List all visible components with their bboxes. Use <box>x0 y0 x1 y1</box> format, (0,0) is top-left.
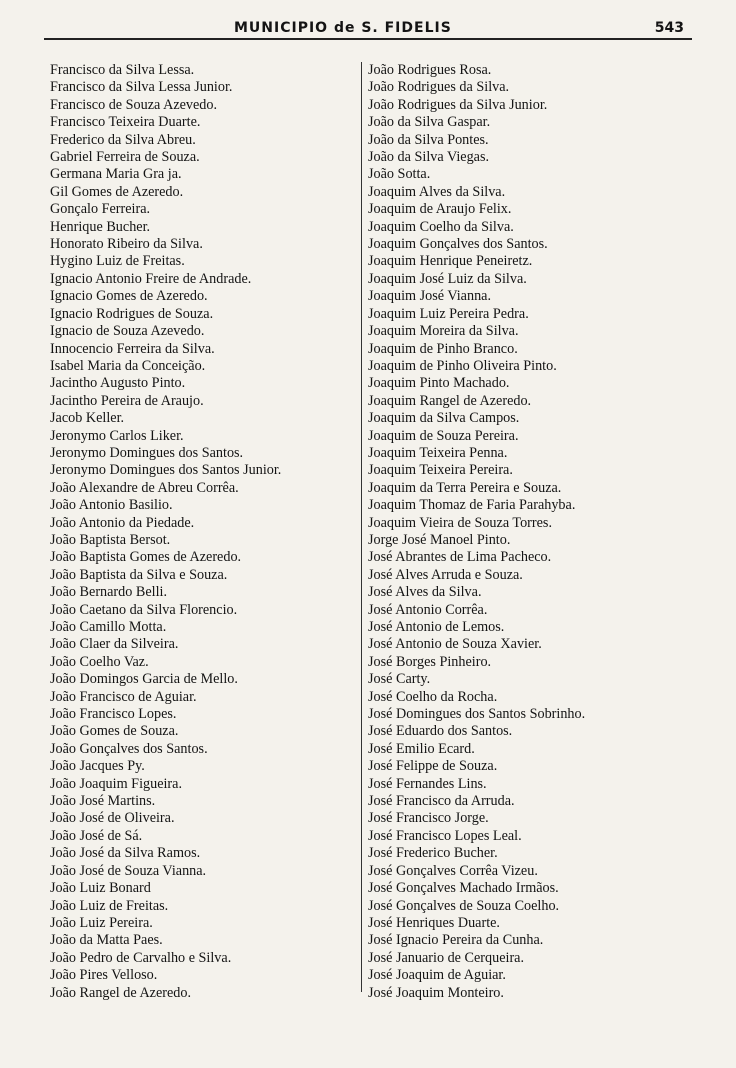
name-entry: João Coelho Vaz. <box>50 653 149 670</box>
name-entry: Joaquim de Pinho Oliveira Pinto. <box>368 357 557 374</box>
name-entry: João Alexandre de Abreu Corrêa. <box>50 479 239 496</box>
name-entry: José Gonçalves de Souza Coelho. <box>368 897 560 914</box>
name-entry: João da Silva Pontes. <box>368 131 489 148</box>
name-entry: Isabel Maria da Conceição. <box>50 357 206 374</box>
name-entry: José Coelho da Rocha. <box>368 688 498 705</box>
name-entry: José Felippe de Souza. <box>368 758 498 775</box>
name-entry: João José de Souza Vianna. <box>50 862 207 879</box>
name-entry: João Joaquim Figueira. <box>50 775 183 792</box>
name-entry: João Bernardo Belli. <box>50 584 168 601</box>
name-entry: João Sotta. <box>368 166 431 183</box>
name-entry: Joaquim Thomaz de Faria Parahyba. <box>368 497 576 514</box>
name-entry: Jeronymo Carlos Liker. <box>50 427 184 444</box>
name-entry: João Rodrigues Rosa. <box>368 62 492 78</box>
name-entry: João Rodrigues da Silva. <box>368 79 510 96</box>
name-entry: João Caetano da Silva Florencio. <box>50 601 238 618</box>
name-entry: Jacintho Pereira de Araujo. <box>50 392 204 409</box>
name-entry: Francisco da Silva Lessa Junior. <box>50 79 233 96</box>
right-name-column <box>368 62 698 1002</box>
name-entry: Joaquim da Silva Campos. <box>368 410 520 427</box>
name-entry: José Januario de Cerqueira. <box>368 949 525 966</box>
name-entry: João José de Sá. <box>50 827 143 844</box>
name-entry: João Pires Velloso. <box>50 967 158 984</box>
name-entry: José Abrantes de Lima Pacheco. <box>368 549 552 566</box>
name-entry: João José Martins. <box>50 793 156 810</box>
name-entry: Joaquim Vieira de Souza Torres. <box>368 514 552 531</box>
name-entry: Ignacio Rodrigues de Souza. <box>50 305 214 322</box>
name-entry: João Baptista Bersot. <box>50 531 171 548</box>
name-entry: João Rangel de Azeredo. <box>50 984 192 1001</box>
name-entry: Gil Gomes de Azeredo. <box>50 183 184 200</box>
name-entry: Joaquim José Luiz da Silva. <box>368 270 527 287</box>
name-entry: Ignacio Gomes de Azeredo. <box>50 288 208 305</box>
name-entry: Gonçalo Ferreira. <box>50 201 151 218</box>
name-entry: Joaquim de Souza Pereira. <box>368 427 519 444</box>
name-entry: Joaquim Coelho da Silva. <box>368 218 514 235</box>
name-entry: João Rodrigues da Silva Junior. <box>368 96 548 113</box>
name-entry: Jeronymo Domingues dos Santos. <box>50 444 244 461</box>
name-entry: José Joaquim de Aguiar. <box>368 967 506 984</box>
name-entry: João Baptista da Silva e Souza. <box>50 566 228 583</box>
name-entry: João Gomes de Souza. <box>50 723 179 740</box>
name-entry: Joaquim Teixeira Penna. <box>368 444 508 461</box>
name-entry: Francisco Teixeira Duarte. <box>50 114 201 131</box>
name-entry: Joaquim Rangel de Azeredo. <box>368 392 532 409</box>
name-entry: José Domingues dos Santos Sobrinho. <box>368 706 586 723</box>
name-entry: José Henriques Duarte. <box>368 914 500 931</box>
header-rule <box>44 38 692 40</box>
name-entry: José Gonçalves Corrêa Vizeu. <box>368 862 538 879</box>
name-entry: João Francisco de Aguiar. <box>50 688 197 705</box>
name-entry: Innocencio Ferreira da Silva. <box>50 340 215 357</box>
name-entry: Joaquim Gonçalves dos Santos. <box>368 236 548 253</box>
name-entry: João Francisco Lopes. <box>50 706 177 723</box>
name-entry: José Fernandes Lins. <box>368 775 487 792</box>
name-entry: José Francisco Lopes Leal. <box>368 827 522 844</box>
name-entry: João Luiz Bonard <box>50 880 151 897</box>
name-entry: Honorato Ribeiro da Silva. <box>50 236 203 253</box>
name-entry: João Luiz de Freitas. <box>50 897 169 914</box>
name-entry: José Joaquim Monteiro. <box>368 984 504 1001</box>
name-entry: Joaquim José Vianna. <box>368 288 492 305</box>
page-title: MUNICIPIO de S. FIDELIS <box>234 20 452 36</box>
name-entry: José Antonio de Lemos. <box>368 619 505 635</box>
name-entry: João da Silva Gaspar. <box>368 114 491 131</box>
name-entry: Joaquim de Pinho Branco. <box>368 340 518 357</box>
name-entry: José Alves da Silva. <box>368 584 482 601</box>
name-entry: João Pedro de Carvalho e Silva. <box>50 949 232 966</box>
name-entry: João José da Silva Ramos. <box>50 845 201 862</box>
name-entry: José Borges Pinheiro. <box>368 653 492 670</box>
name-entry: João Claer da Silveira. <box>50 636 179 653</box>
name-entry: José Frederico Bucher. <box>368 845 498 862</box>
name-entry: João Gonçalves dos Santos. <box>50 740 208 757</box>
name-entry: Ignacio Antonio Freire de Andrade. <box>50 270 252 287</box>
name-entry: Joaquim Moreira da Silva. <box>368 323 519 340</box>
name-entry: Jacob Keller. <box>50 410 125 427</box>
name-entry: Henrique Bucher. <box>50 218 151 235</box>
name-entry: João Camillo Motta. <box>50 619 167 635</box>
name-entry: Hygino Luiz de Freitas. <box>50 253 185 270</box>
name-entry: João da Matta Paes. <box>50 932 163 949</box>
name-entry: Jeronymo Domingues dos Santos Junior. <box>50 462 282 479</box>
name-entry: João da Silva Viegas. <box>368 149 490 166</box>
name-entry: José Gonçalves Machado Irmãos. <box>368 880 559 897</box>
name-entry: José Carty. <box>368 671 431 688</box>
name-entry: João Domingos Garcia de Mello. <box>50 671 238 688</box>
name-entry: José Antonio Corrêa. <box>368 601 488 618</box>
name-entry: Frederico da Silva Abreu. <box>50 131 196 148</box>
name-entry: José Ignacio Pereira da Cunha. <box>368 932 544 949</box>
name-entry: José Francisco da Arruda. <box>368 793 515 810</box>
name-entry: João Baptista Gomes de Azeredo. <box>50 549 242 566</box>
name-entry: João Jacques Py. <box>50 758 145 775</box>
name-entry: José Antonio de Souza Xavier. <box>368 636 542 653</box>
name-entry: Francisco da Silva Lessa. <box>50 62 195 78</box>
name-entry: Gabriel Ferreira de Souza. <box>50 149 200 166</box>
name-entry: Ignacio de Souza Azevedo. <box>50 323 205 340</box>
page-number: 543 <box>654 20 684 36</box>
name-entry: Joaquim Alves da Silva. <box>368 183 506 200</box>
name-entry: Jorge José Manoel Pinto. <box>368 531 511 548</box>
name-entry: José Francisco Jorge. <box>368 810 489 827</box>
name-entry: Joaquim Luiz Pereira Pedra. <box>368 305 529 322</box>
name-entry: Joaquim da Terra Pereira e Souza. <box>368 479 562 496</box>
name-entry: Joaquim Henrique Peneiretz. <box>368 253 533 270</box>
left-name-column <box>50 62 360 1002</box>
name-entry: João Antonio Basilio. <box>50 497 173 514</box>
name-entry: Jacintho Augusto Pinto. <box>50 375 186 392</box>
column-divider <box>361 62 362 992</box>
name-entry: Francisco de Souza Azevedo. <box>50 96 218 113</box>
name-entry: Joaquim Pinto Machado. <box>368 375 510 392</box>
name-entry: João Luiz Pereira. <box>50 914 153 931</box>
name-entry: José Eduardo dos Santos. <box>368 723 513 740</box>
name-entry: João Antonio da Piedade. <box>50 514 195 531</box>
name-entry: José Alves Arruda e Souza. <box>368 566 523 583</box>
name-entry: José Emilio Ecard. <box>368 740 475 757</box>
name-entry: Joaquim Teixeira Pereira. <box>368 462 513 479</box>
name-entry: Joaquim de Araujo Felix. <box>368 201 512 218</box>
name-entry: Germana Maria Gra ja. <box>50 166 182 183</box>
name-entry: João José de Oliveira. <box>50 810 175 827</box>
